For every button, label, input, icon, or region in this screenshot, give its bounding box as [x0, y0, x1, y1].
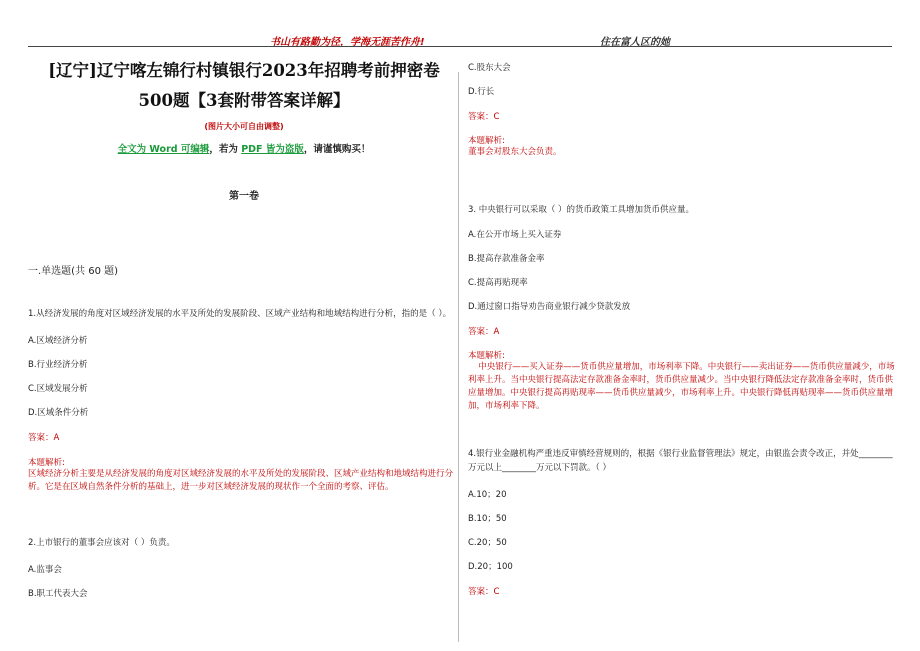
question-stem: 4.银行业金融机构严重违反审慎经营规则的，根据《银行业监督管理法》规定，由银监会责令改正，并处________万元以上________万元以下罚款。（ ）: [468, 449, 893, 473]
option-a: A.10；20: [468, 490, 507, 500]
option-a: A.区域经济分析: [28, 336, 88, 346]
explanation-text: 董事会对股东大会负责。: [468, 147, 562, 157]
option-d: D.区域条件分析: [28, 408, 89, 418]
option-d: D.通过窗口指导劝告商业银行减少贷款发放: [468, 302, 631, 312]
answer: 答案：C: [468, 587, 500, 597]
option-d: D.20；100: [468, 562, 513, 572]
question-stem: 3. 中央银行可以采取（ ）的货币政策工具增加货币供应量。: [468, 205, 695, 215]
volume-heading: 第一卷: [229, 191, 259, 202]
page-header: [28, 30, 892, 46]
question-4: [468, 447, 898, 597]
explanation-text: 区域经济分析主要是从经济发展的角度对区域经济发展的水平及所处的发展阶段、区域产业结构和地域结构进行分析。它是在区域自然条件分析的基础上，进一步对区域经济发展的现状作一个全面的考察、评估。: [28, 469, 454, 492]
option-a: A.在公开市场上买入证券: [468, 230, 562, 240]
question-stem: 2.上市银行的董事会应该对（ ）负责。: [28, 538, 175, 548]
option-c: C.提高再贴现率: [468, 278, 528, 288]
answer: 答案：A: [468, 327, 500, 337]
question-2-continued: [468, 62, 898, 159]
notice-pdf-pirated: PDF 皆为盗版: [241, 144, 304, 155]
left-column: [28, 56, 460, 600]
right-column: [468, 56, 898, 597]
option-b: B.提高存款准备金率: [468, 254, 545, 264]
option-b: B.职工代表大会: [28, 589, 88, 599]
header-slogan: 书山有路勤为径，学海无涯苦作舟!: [270, 37, 425, 48]
option-c: C.20；50: [468, 538, 507, 548]
option-d: D.行长: [468, 87, 495, 97]
notice-word-editable: 全文为 Word 可编辑: [117, 144, 210, 155]
answer: 答案：A: [28, 433, 60, 443]
explanation-heading: 本题解析:: [468, 136, 505, 146]
option-a: A.监事会: [28, 565, 62, 575]
section-heading: 一.单选题(共 60 题): [28, 266, 119, 277]
question-1: [28, 307, 460, 494]
option-c: C.股东大会: [468, 63, 511, 73]
explanation-text: 中央银行——买入证券——货币供应量增加，市场利率下降。中央银行——卖出证券——货币供应量减少，市场利率上升。当中央银行提高法定存款准备金率时，货币供应量减少。当中央银行降低法定存款准备金率时，货币供应量增加。中央银行提高再贴现率——货币供应量减少，市场利率上升。中央银行降低再贴现率——货币供应量增加，市场利率下降。: [468, 362, 895, 411]
notice-text: ，若为: [209, 144, 242, 155]
header-motto: 住在富人区的她: [600, 37, 670, 48]
explanation-heading: 本题解析:: [28, 458, 65, 468]
answer: 答案：C: [468, 112, 500, 122]
title-line-2: 500题【3套附带答案详解】: [138, 91, 350, 110]
option-b: B.行业经济分析: [28, 360, 88, 370]
copyright-notice: [28, 141, 460, 155]
explanation-heading: 本题解析:: [468, 351, 505, 361]
notice-warning: ，请谨慎购买！: [303, 144, 371, 155]
header-rule: [28, 46, 892, 47]
question-2: [28, 536, 460, 600]
option-c: C.区域发展分析: [28, 384, 88, 394]
document-title: [28, 56, 460, 116]
title-line-1: [辽宁]辽宁喀左锦行村镇银行2023年招聘考前押密卷: [48, 61, 440, 80]
image-size-note: (图片大小可自由调整): [204, 122, 284, 131]
question-3: [468, 203, 898, 413]
question-stem: 1.从经济发展的角度对区域经济发展的水平及所处的发展阶段、区域产业结构和地域结构进行分析，指的是（ ）。: [28, 309, 452, 319]
option-b: B.10；50: [468, 514, 507, 524]
